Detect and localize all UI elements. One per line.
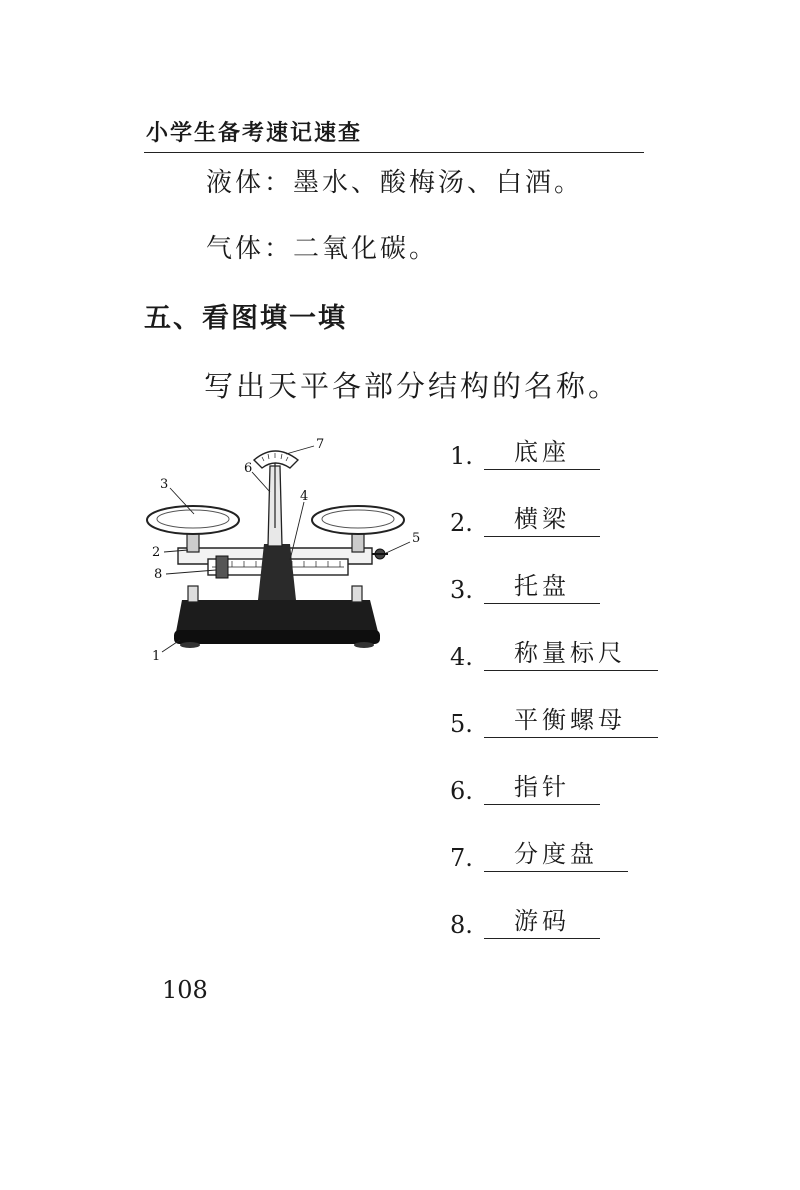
answer-number: 6. bbox=[450, 777, 473, 805]
callout-8: 8 bbox=[154, 567, 163, 582]
answer-blank: 称量标尺 bbox=[484, 636, 658, 671]
callout-4: 4 bbox=[300, 489, 309, 504]
answer-blank: 分度盘 bbox=[484, 837, 628, 872]
right-pan-inner bbox=[322, 510, 394, 528]
answer-item bbox=[450, 765, 600, 805]
liquid-examples-line: 液体：墨水、酸梅汤、白酒。 bbox=[206, 168, 584, 198]
callout-7: 7 bbox=[316, 437, 325, 452]
section-title: 五、看图填一填 bbox=[144, 303, 347, 334]
central-column bbox=[258, 544, 296, 600]
answer-item bbox=[450, 430, 600, 470]
answer-number: 5. bbox=[450, 710, 473, 738]
running-header-title: 小学生备考速记速查 bbox=[146, 121, 363, 146]
rider bbox=[216, 556, 228, 578]
callout-2: 2 bbox=[152, 545, 161, 560]
answer-blank: 平衡螺母 bbox=[484, 703, 658, 738]
callout-6: 6 bbox=[244, 461, 253, 476]
answer-item bbox=[450, 631, 658, 671]
page-number: 108 bbox=[162, 976, 208, 1004]
answer-blank: 指针 bbox=[484, 770, 600, 805]
answer-number: 2. bbox=[450, 509, 473, 537]
answer-blank: 游码 bbox=[484, 904, 600, 939]
answer-number: 4. bbox=[450, 643, 473, 671]
gas-examples-line: 气体：二氧化碳。 bbox=[206, 234, 439, 264]
answer-number: 1. bbox=[450, 442, 473, 470]
callout-1: 1 bbox=[152, 649, 161, 664]
left-post bbox=[188, 586, 198, 602]
scale-base-top bbox=[176, 600, 378, 632]
base-foot-right bbox=[354, 642, 374, 648]
balance-scale-drawing bbox=[140, 432, 430, 672]
callout-5: 5 bbox=[412, 531, 421, 546]
answer-item bbox=[450, 899, 600, 939]
header-rule bbox=[144, 152, 644, 153]
answer-item bbox=[450, 698, 658, 738]
answer-blank: 底座 bbox=[484, 435, 600, 470]
answer-blank: 横梁 bbox=[484, 502, 600, 537]
exercise-instruction: 写出天平各部分结构的名称。 bbox=[204, 369, 621, 403]
answer-item bbox=[450, 832, 628, 872]
callout-3: 3 bbox=[160, 477, 169, 492]
balance-scale-figure bbox=[140, 432, 430, 672]
answer-item bbox=[450, 564, 600, 604]
answer-blank: 托盘 bbox=[484, 569, 600, 604]
right-post bbox=[352, 586, 362, 602]
answer-number: 3. bbox=[450, 576, 473, 604]
scale-base-bottom bbox=[174, 630, 380, 644]
answer-number: 8. bbox=[450, 911, 473, 939]
answer-number: 7. bbox=[450, 844, 473, 872]
base-foot-left bbox=[180, 642, 200, 648]
answer-item bbox=[450, 497, 600, 537]
